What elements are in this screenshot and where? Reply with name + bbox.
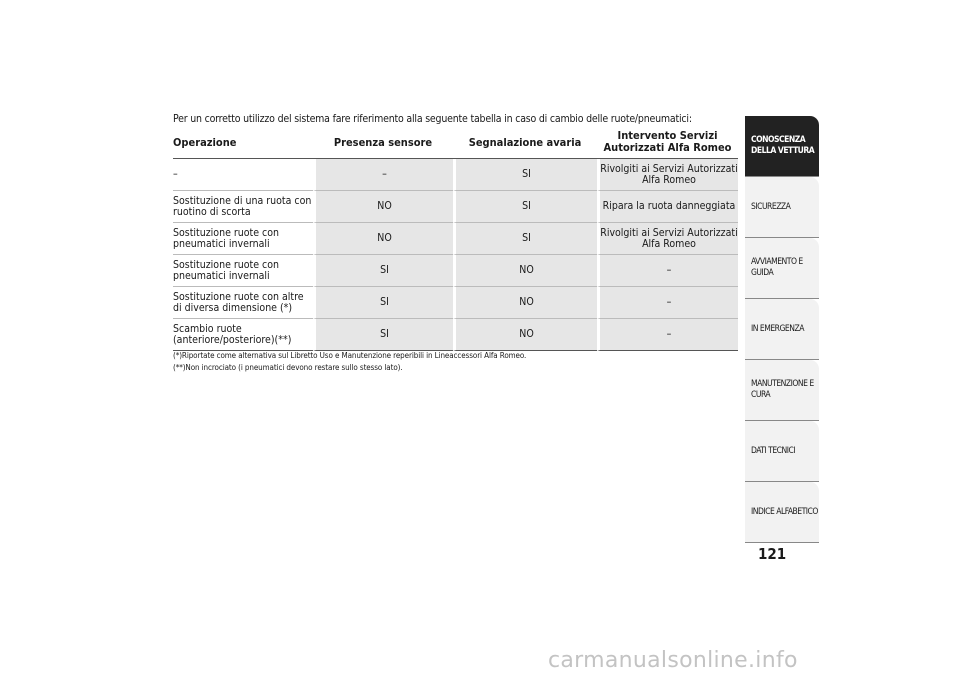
tab-label: MANUTENZIONE E CURA (751, 379, 814, 400)
cell-intervento: Ripara la ruota danneggiata (597, 191, 738, 223)
tab-in-emergenza[interactable] (745, 299, 819, 360)
header-intervento-servizi: Intervento Servizi Autorizzati Alfa Romeo (597, 126, 738, 159)
tab-manutenzione-e-cura[interactable] (745, 360, 819, 421)
cell-intervento: – (597, 287, 738, 319)
table-row (173, 223, 738, 255)
table-row (173, 191, 738, 223)
cell-segnalazione-avaria: SI (453, 159, 597, 191)
cell-intervento: – (597, 319, 738, 351)
cell-operazione: Sostituzione ruote con pneumatici invernali (173, 223, 313, 255)
cell-presenza-sensore: – (313, 159, 453, 191)
cell-intervento: Rivolgiti ai Servizi Autorizzati Alfa Romeo (597, 223, 738, 255)
header-presenza-sensore: Presenza sensore (313, 126, 453, 159)
table-row (173, 287, 738, 319)
cell-operazione: Sostituzione ruote con altre di diversa dimensione (*) (173, 287, 313, 319)
page-number: 121 (758, 545, 787, 563)
cell-segnalazione-avaria: NO (453, 287, 597, 319)
tab-conoscenza-della-vettura[interactable] (745, 116, 819, 177)
table-row (173, 255, 738, 287)
table-row (173, 319, 738, 351)
wheel-change-table (173, 126, 738, 351)
tab-label: CONOSCENZA DELLA VETTURA (751, 135, 815, 156)
intro-text: Per un corretto utilizzo del sistema fare riferimento alla seguente tabella in caso di cambio delle ruote/pneumatici: (173, 113, 692, 125)
cell-segnalazione-avaria: NO (453, 255, 597, 287)
cell-presenza-sensore: SI (313, 287, 453, 319)
tab-sicurezza[interactable] (745, 177, 819, 238)
cell-operazione: Scambio ruote (anteriore/posteriore)(**) (173, 319, 313, 351)
tab-label: INDICE ALFABETICO (751, 506, 818, 517)
cell-presenza-sensore: SI (313, 255, 453, 287)
cell-intervento: Rivolgiti ai Servizi Autorizzati Alfa Romeo (597, 159, 738, 191)
watermark-text: carmanualsonline.info (548, 648, 798, 673)
cell-presenza-sensore: NO (313, 223, 453, 255)
header-operazione: Operazione (173, 126, 313, 159)
header-segnalazione-avaria: Segnalazione avaria (453, 126, 597, 159)
cell-segnalazione-avaria: NO (453, 319, 597, 351)
footnote-2: (**)Non incrociato (i pneumatici devono restare sullo stesso lato). (173, 363, 403, 372)
chapter-sidebar (745, 116, 819, 543)
tab-dati-tecnici[interactable] (745, 421, 819, 482)
cell-segnalazione-avaria: SI (453, 191, 597, 223)
tab-label: DATI TECNICI (751, 445, 796, 456)
cell-operazione: – (173, 159, 313, 191)
tab-label: AVVIAMENTO E GUIDA (751, 257, 803, 278)
tab-label: IN EMERGENZA (751, 323, 804, 334)
cell-operazione: Sostituzione di una ruota con ruotino di scorta (173, 191, 313, 223)
footnote-1: (*)Riportate come alternativa sul Libretto Uso e Manutenzione reperibili in Lineaccessori Alfa Romeo. (173, 351, 527, 360)
cell-intervento: – (597, 255, 738, 287)
cell-presenza-sensore: SI (313, 319, 453, 351)
table-header-row (173, 126, 738, 159)
tab-label: SICUREZZA (751, 201, 791, 212)
cell-segnalazione-avaria: SI (453, 223, 597, 255)
tab-indice-alfabetico[interactable] (745, 482, 819, 543)
cell-presenza-sensore: NO (313, 191, 453, 223)
tab-avviamento-e-guida[interactable] (745, 238, 819, 299)
table-row (173, 159, 738, 191)
cell-operazione: Sostituzione ruote con pneumatici invernali (173, 255, 313, 287)
